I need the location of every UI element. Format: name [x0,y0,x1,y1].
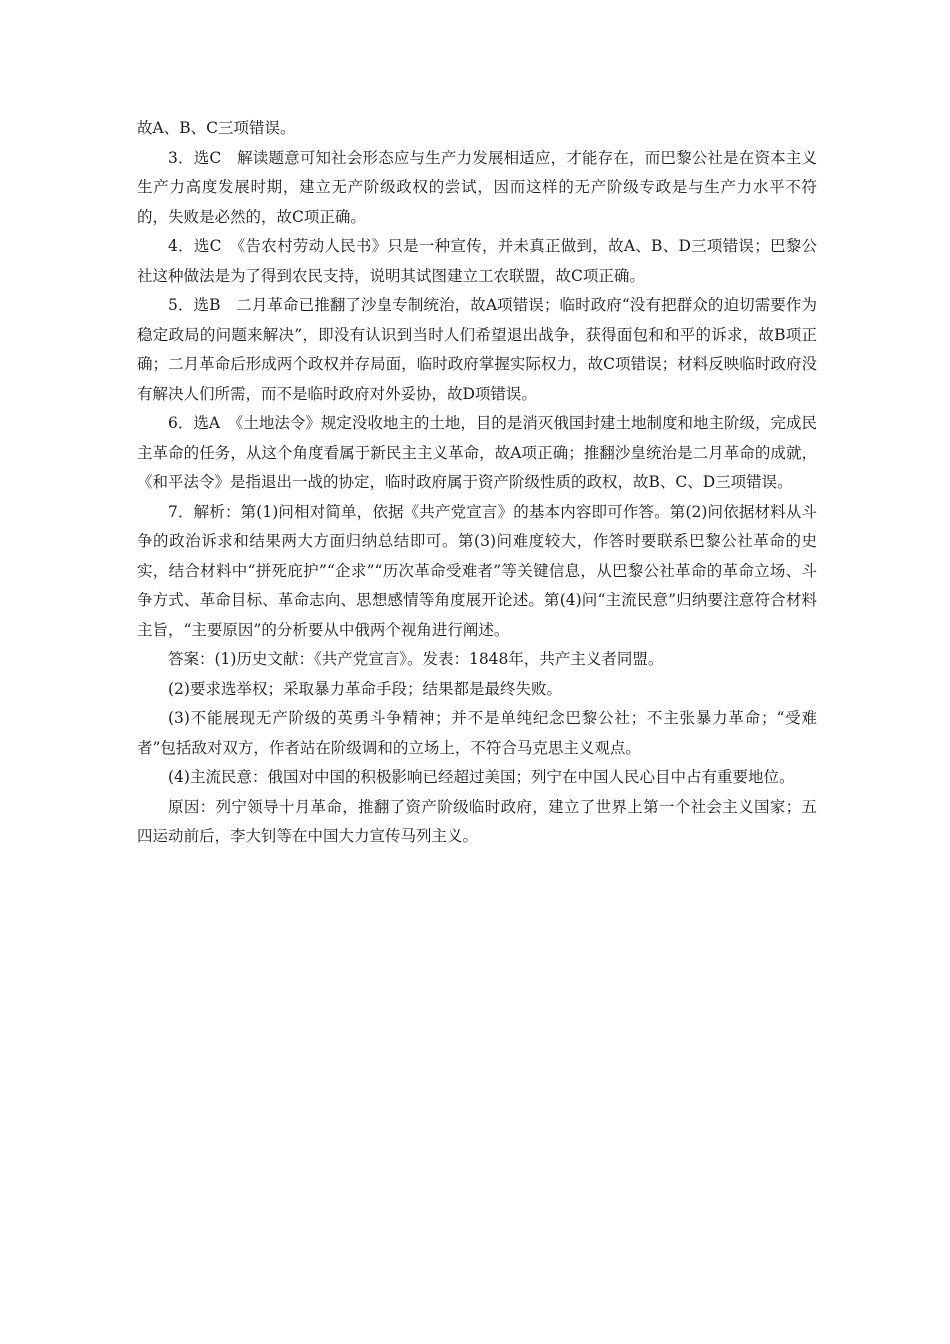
answer-4: 4．选C 《告农村劳动人民书》只是一种宣传，并未真正做到，故A、B、D三项错误；巴黎公社这种做法是为了得到农民支持，说明其试图建立工农联盟，故C项正确。 [137,237,817,285]
answer-7-part-1: 答案：(1)历史文献：《共产党宣言》。发表：1848年，共产主义者同盟。 [168,650,664,668]
answer-7-part-3: (3)不能展现无产阶级的英勇斗争精神；并不是单纯纪念巴黎公社；不主张暴力革命；“受难者”包括敌对双方，作者站在阶级调和的立场上，不符合马克思主义观点。 [137,709,817,757]
answer-text-body [137,114,817,852]
answer-7-analysis: 7．解析：第(1)问相对简单，依据《共产党宣言》的基本内容即可作答。第(2)问依据材料从斗争的政治诉求和结果两大方面归纳总结即可。第(3)问难度较大，作答时要联系巴黎公社革命的史实，结合材料中“拼死庇护”“企求”“历次革命受难者”等关键信息，从巴黎公社革命的革命立场、斗争方式、革命目标、革命志向、思想感情等角度展开论述。第(4)问“主流民意”归纳要注意符合材料主旨，“主要原因”的分析要从中俄两个视角进行阐述。 [137,502,817,639]
answer-7-reasons: 原因：列宁领导十月革命，推翻了资产阶级临时政府，建立了世界上第一个社会主义国家；五四运动前后，李大钊等在中国大力宣传马列主义。 [137,797,817,845]
answer-7-part-2: (2)要求选举权；采取暴力革命手段；结果都是最终失败。 [168,679,562,698]
answer-3: 3．选C 解读题意可知社会形态应与生产力发展相适应，才能存在，而巴黎公社是在资本主义生产力高度发展时期，建立无产阶级政权的尝试，因而这样的无产阶级专政是与生产力水平不符的，失败是必然的，故C项正确。 [137,148,817,226]
answer-7-part-4: (4)主流民意：俄国对中国的积极影响已经超过美国；列宁在中国人民心目中占有重要地位。 [168,768,795,786]
paragraph-continuation: 故A、B、C三项错误。 [137,119,296,137]
answer-6: 6．选A 《土地法令》规定没收地主的土地，目的是消灭俄国封建土地制度和地主阶级，完成民主革命的任务，从这个角度看属于新民主主义革命，故A项正确；推翻沙皇统治是二月革命的成就，《和平法令》是指退出一战的协定，临时政府属于资产阶级性质的政权，故B、C、D三项错误。 [137,414,817,491]
answer-5: 5．选B 二月革命已推翻了沙皇专制统治，故A项错误；临时政府“没有把群众的迫切需要作为稳定政局的问题来解决”，即没有认识到当时人们希望退出战争，获得面包和和平的诉求，故B项正确；二月革命后形成两个政权并存局面，临时政府掌握实际权力，故C项错误；材料反映临时政府没有解决人们所需，而不是临时政府对外妥协，故D项错误。 [137,296,817,403]
